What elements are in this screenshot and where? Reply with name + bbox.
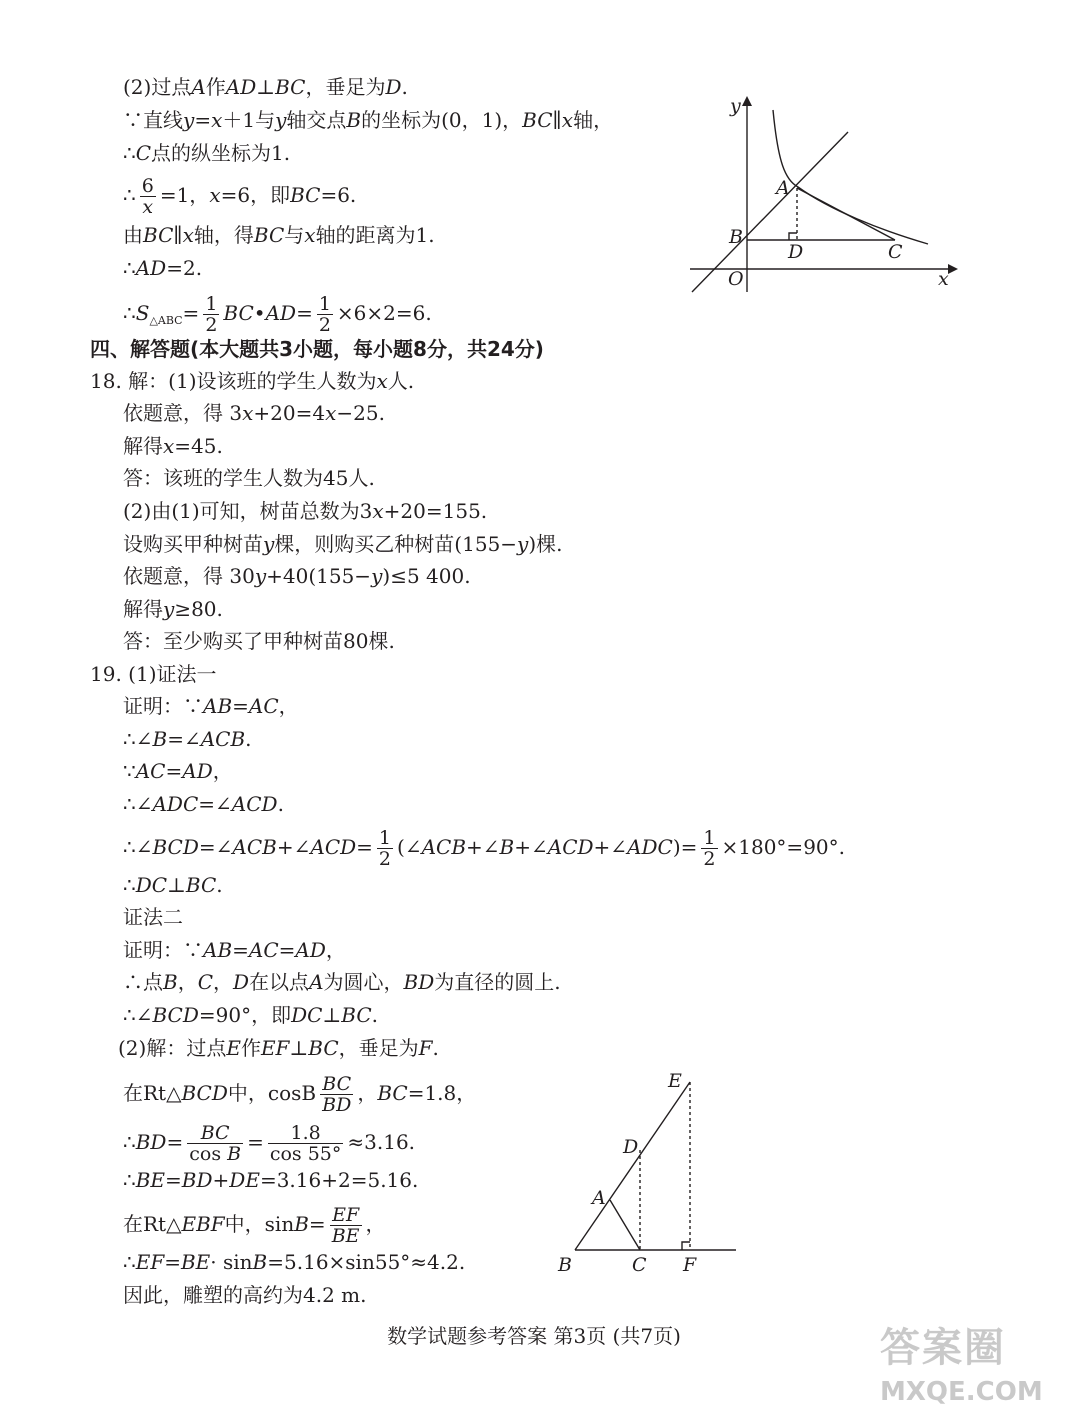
q19-line-6: ∴∠BCD=∠ACB+∠ACD= $\frac{1}{2}$ (∠ACB+∠B+∠ACD+∠ADC)= $\frac{1}{2}$ ×180°=90°. [123,827,845,870]
fraction-one-half: $\frac{1}{2}$ [703,827,716,870]
label-c: C [888,241,903,263]
fraction-6-over-x: $\frac{6}{x}$ [141,175,154,218]
label-x: x [938,268,949,290]
solution-17-2-line-1: (2)过点A作AD⊥BC，垂足为D. [123,75,408,99]
triangle-figure [548,1060,748,1280]
label-a: A [776,177,790,199]
q19-line-7: ∴DC⊥BC. [123,873,223,897]
solution-17-2-line-6: ∴AD=2. [123,256,203,280]
label-b: B [729,226,743,248]
q19-line-16: 在Rt△EBF中，sinB= $\frac{EF}{BE}$ ， [123,1204,386,1247]
section-heading: 四、解答题(本大题共3小题，每小题8分，共24分) [90,337,544,361]
label-o: O [728,268,744,290]
line-y-equals-x-plus-1 [692,132,848,292]
q19-line-2: 证明：∵AB=AC， [123,694,299,718]
q18-line-3: 解得x=45. [123,434,223,458]
label-e: E [668,1070,682,1092]
y-axis-arrow [742,96,752,106]
q19-line-18: 因此，雕塑的高约为4.2 m. [123,1283,367,1307]
segment-ac [610,1200,640,1250]
q19-line-13: 在Rt△BCD中，cosB $\frac{BC}{BD}$ ，BC=1.8， [123,1073,477,1116]
q19-line-1: 19. (1)证法一 [90,662,217,686]
q19-line-5: ∴∠ADC=∠ACD. [123,792,284,816]
solution-17-2-line-7: $\therefore S_{\triangle ABC}=$ $\frac{1}{2}$ BC•AD= $\frac{1}{2}$ ×6×2=6. [123,293,432,336]
q19-line-12: (2)解：过点E作EF⊥BC，垂足为F. [118,1036,439,1060]
coordinate-figure [680,92,965,302]
q18-line-8: 解得y≥80. [123,597,223,621]
q18-line-1: 18. 解：(1)设该班的学生人数为x人. [90,369,415,393]
fraction-bc-over-bd: $\frac{BC}{BD}$ [322,1073,352,1116]
fraction-one-half: $\frac{1}{2}$ [378,827,392,870]
q18-line-5: (2)由(1)可知，树苗总数为3x+20=155. [123,499,488,523]
q19-line-14: ∴BD= $\frac{BC}{\text{cos B}}$ = $\frac{1.8}{\cos 55^\circ}$ ≈3.16. [123,1122,416,1165]
q18-line-9: 答：至少购买了甲种树苗80棵. [123,629,395,653]
q19-line-8: 证法二 [123,905,183,929]
q18-line-2: 依题意，得 3x+20=4x−25. [123,401,385,425]
right-angle-mark [682,1242,690,1250]
hyperbola-curve [773,110,928,244]
fraction-one-half: $\frac{1}{2}$ [318,293,331,336]
fraction-one-half: $\frac{1}{2}$ [205,293,218,336]
q18-line-4: 答：该班的学生人数为45人. [123,466,375,490]
label-a: A [592,1187,606,1209]
label-y: y [730,95,741,117]
q18-line-7: 依题意，得 30y+40(155−y)≤5 400. [123,564,471,588]
fraction-1.8-over-cos55: $\frac{1.8}{\cos 55^\circ}$ [269,1122,342,1165]
label-b: B [558,1254,572,1276]
q18-line-6: 设购买甲种树苗y棵，则购买乙种树苗(155−y)棵. [123,532,563,556]
q19-line-17: ∴EF=BE· sinB=5.16×sin55°≈4.2. [123,1250,466,1274]
watermark-logo: 答案圈 [880,1325,1006,1371]
q19-line-9: 证明：∵AB=AC=AD， [123,938,346,962]
solution-17-2-line-3: ∴C点的纵坐标为1. [123,141,291,165]
fraction-bc-over-cosb: $\frac{BC}{\text{cos B}}$ [189,1122,242,1165]
fraction-ef-over-be: $\frac{EF}{BE}$ [331,1204,360,1247]
q19-line-11: ∴∠BCD=90°，即DC⊥BC. [123,1003,378,1027]
label-d: D [623,1136,639,1158]
solution-17-2-line-4: ∴ $\frac{6}{x}$ =1，x=6，即BC=6. [123,175,357,218]
right-angle-mark [789,233,797,240]
label-d: D [788,241,804,263]
x-axis-arrow [948,264,958,274]
watermark [880,1316,1065,1416]
solution-17-2-line-2: ∵直线y=x＋1与y轴交点B的坐标为(0，1)，BC∥x轴， [123,108,614,132]
label-f: F [683,1254,697,1276]
watermark-url: MXQE.COM [880,1377,1043,1407]
segment-ac [797,188,895,240]
q19-line-10: ∴点B，C，D在以点A为圆心，BD为直径的圆上. [123,970,561,994]
page-footer: 数学试题参考答案 第3页 (共7页) [387,1324,681,1348]
solution-17-2-line-5: 由BC∥x轴，得BC与x轴的距离为1. [123,223,435,247]
q19-line-4: ∵AC=AD， [123,759,233,783]
q19-line-15: ∴BE=BD+DE=3.16+2=5.16. [123,1168,419,1192]
label-c: C [632,1254,647,1276]
segment-be [575,1082,690,1250]
q19-line-3: ∴∠B=∠ACB. [123,727,252,751]
